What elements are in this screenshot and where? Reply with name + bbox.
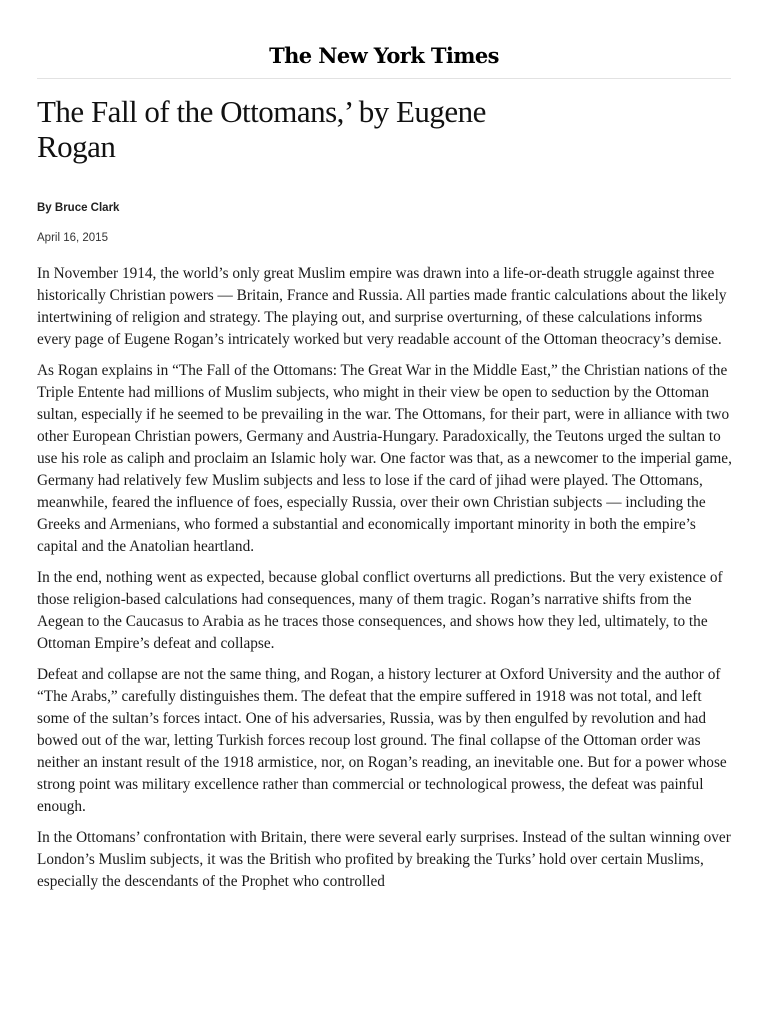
article-paragraph: As Rogan explains in “The Fall of the Ottomans: The Great War in the Middle East,” the Christian nations of the Triple Entente had millions of Muslim subjects, who might in their view be open to seduction by the Ottoman sultan, especially if he seemed to be prevailing in the war. The Ottomans, for their part, were in alliance with two other European Christian powers, Germany and Austria-Hungary. Paradoxically, the Teutons urged the sultan to use his role as caliph and proclaim an Islamic holy war. One factor was that, as a newcomer to the imperial game, Germany had relatively few Muslim subjects and less to lose if the card of jihad were played. The Ottomans, meanwhile, feared the influence of foes, especially Russia, over their own Christian subjects — including the Greeks and Armenians, who formed a substantial and economically important minority in both the empire’s capital and the Anatolian heartland. (37, 362, 732, 555)
article-paragraph: In the end, nothing went as expected, because global conflict overturns all predictions. But the very existence of those religion-based calculations had consequences, many of them tragic. Rogan’s narrative shifts from the Aegean to the Caucasus to Arabia as he traces those consequences, and shows how they led, ultimately, to the Ottoman Empire’s defeat and collapse. (37, 569, 723, 652)
headline-line-2: Rogan (37, 129, 116, 164)
article-body (37, 263, 737, 902)
masthead (37, 40, 731, 79)
publish-date: April 16, 2015 (37, 232, 108, 244)
article-paragraph: Defeat and collapse are not the same thing, and Rogan, a history lecturer at Oxford University and the author of “The Arabs,” carefully distinguishes them. The defeat that the empire suffered in 1918 was not total, and left some of the sultan’s forces intact. One of his adversaries, Russia, was by then engulfed by revolution and had bowed out of the war, letting Turkish forces recoup lost ground. The final collapse of the Ottoman order was neither an instant result of the 1918 armistice, nor, on Rogan’s reading, an inevitable one. But for a power whose strong point was military excellence rather than commercial or technological prowess, the defeat was painful enough. (37, 666, 727, 815)
article-paragraph: In the Ottomans’ confrontation with Britain, there were several early surprises. Instead of the sultan winning over London’s Muslim subjects, it was the British who profited by breaking the Turks’ hold over certain Muslims, especially the descendants of the Prophet who controlled (37, 829, 731, 890)
article-paragraph: In November 1914, the world’s only great Muslim empire was drawn into a life-or-death struggle against three historically Christian powers — Britain, France and Russia. All parties made frantic calculations about the likely intertwining of religion and strategy. The playing out, and surprise overturning, of these calculations informs every page of Eugene Rogan’s intricately worked but very readable account of the Ottoman theocracy’s demise. (37, 265, 727, 348)
byline: By Bruce Clark (37, 202, 120, 214)
article-headline (37, 94, 557, 164)
headline-line-1: The Fall of the Ottomans,’ by Eugene (37, 94, 486, 129)
nyt-logo[interactable]: The New York Times (269, 43, 499, 68)
